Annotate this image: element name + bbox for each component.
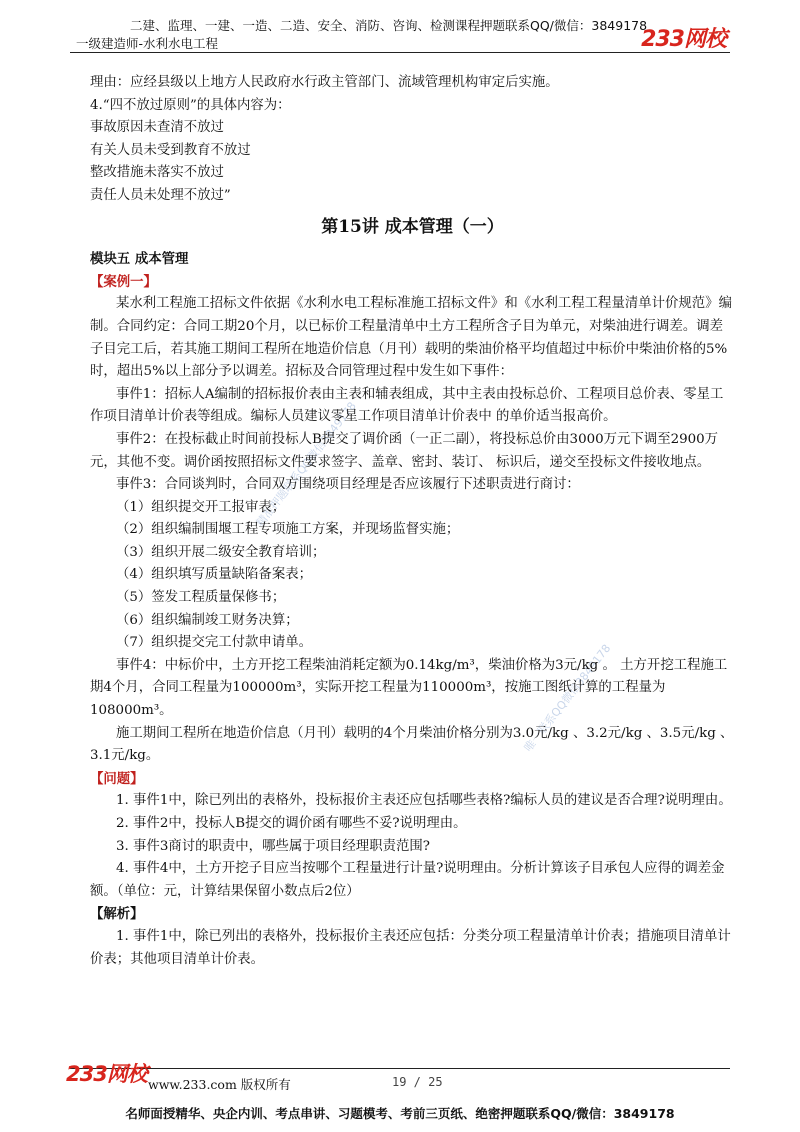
event-3-item: （2）组织编制围堰工程专项施工方案，并现场监督实施； bbox=[116, 522, 460, 538]
watermark-a: 精准押题联系QQ微信3849178 bbox=[253, 399, 359, 530]
case-tag: 【案例一】 bbox=[90, 273, 157, 290]
header-subject: 一级建造师-水利水电工程 bbox=[76, 36, 219, 51]
header-divider bbox=[70, 52, 730, 53]
footer-contact-line: 名师面授精华、央企内训、考点串讲、习题模考、考前三页纸、绝密押题联系QQ/微信：3849178 bbox=[125, 1106, 675, 1121]
lecture-title: 第15讲 成本管理（一） bbox=[321, 216, 504, 237]
event-4: 事件4：中标价中，土方开挖工程柴油消耗定额为0.14kg/m³，柴油价格为3元/kg 。 土方开挖工程施工期4个月，合同工程量为100000m³，实际开挖工程量为110000m³，按施工图纸计算的工程量为108000m³。 bbox=[90, 657, 728, 719]
event-3-item: （3）组织开展二级安全教育培训； bbox=[116, 544, 326, 560]
logo-233-footer: 233网校 bbox=[66, 1062, 147, 1086]
watermark-b: 唯一联系QQ微信3849178 bbox=[521, 641, 614, 755]
event-3-item: （1）组织提交开工报审表； bbox=[116, 499, 286, 515]
question-item: 2. 事件2中，投标人B提交的调价函有哪些不妥?说明理由。 bbox=[116, 816, 467, 831]
event-3-intro: 事件3：合同谈判时，合同双方围绕项目经理是否应该履行下述职责进行商讨： bbox=[116, 477, 580, 493]
q4-intro: 4.“四不放过原则”的具体内容为： bbox=[90, 97, 291, 113]
document-body bbox=[90, 72, 735, 971]
header-contact-line: 二建、监理、一建、一造、二造、安全、消防、咨询、检测课程押题联系QQ/微信：3849178 bbox=[130, 18, 648, 33]
footer-site: www.233.com 版权所有 bbox=[148, 1077, 291, 1092]
event-3-item: （7）组织提交完工付款申请单。 bbox=[116, 635, 312, 651]
footer-divider bbox=[70, 1068, 730, 1069]
questions-tag: 【问题】 bbox=[90, 770, 144, 787]
page-header bbox=[0, 0, 800, 52]
question-item: 1. 事件1中，除已列出的表格外，投标报价主表还应包括哪些表格?编标人员的建议是否合理?说明理由。 bbox=[116, 793, 732, 809]
event-2: 事件2：在投标截止时间前投标人B提交了调价函（一正二副），将投标总价由3000万元下调至2900万元，其他不变。调价函按照招标文件要求签字、盖章、密封、装订、 标识后，递交至投标文件接收地点。 bbox=[90, 431, 719, 470]
analysis-1: 1. 事件1中，除已列出的表格外，投标报价主表还应包括：分类分项工程量清单计价表；措施项目清单计价表；其他项目清单计价表。 bbox=[90, 928, 731, 967]
q4-item: 整改措施未落实不放过 bbox=[90, 165, 224, 181]
event-4-prices: 施工期间工程所在地造价信息（月刊）载明的4个月柴油价格分别为3.0元/kg 、3.2元/kg 、3.5元/kg 、3.1元/kg。 bbox=[90, 725, 734, 764]
event-3-item: （6）组织编制竣工财务决算； bbox=[116, 612, 299, 628]
q4-item: 责任人员未处理不放过” bbox=[90, 187, 231, 203]
question-item: 4. 事件4中，土方开挖子目应当按哪个工程量进行计量?说明理由。分析计算该子目承包人应得的调差金额。（单位：元，计算结果保留小数点后2位） bbox=[90, 861, 725, 899]
module-title: 模块五 成本管理 bbox=[90, 251, 189, 268]
prev-reason: 理由：应经县级以上地方人民政府水行政主管部门、流域管理机构审定后实施。 bbox=[90, 75, 559, 90]
logo-233-header: 233网校 bbox=[641, 27, 726, 52]
page-number: 19 / 25 bbox=[392, 1075, 443, 1089]
event-3-item: （4）组织填写质量缺陷备案表； bbox=[116, 567, 312, 583]
q4-item: 有关人员未受到教育不放过 bbox=[90, 142, 251, 158]
analysis-tag: 【解析】 bbox=[90, 906, 144, 923]
event-3-item: （5）签发工程质量保修书； bbox=[116, 590, 286, 606]
event-1: 事件1：招标人A编制的招标报价表由主表和辅表组成，其中主表由投标总价、工程项目总价表、零星工作项目清单计价表等组成。编标人员建议零星工作项目清单计价表中 的单价适当报高价。 bbox=[90, 386, 724, 425]
question-item: 3. 事件3商讨的职责中，哪些属于项目经理职责范围? bbox=[116, 838, 430, 854]
case-intro: 某水利工程施工招标文件依据《水利水电工程标准施工招标文件》和《水利工程工程量清单计价规范》编制。合同约定：合同工期20个月，以已标价工程量清单中土方工程所含子目为单元，对柴油进行调差。调差子目完工后，若其施工期间工程所在地造价信息（月刊）载明的柴油价格平均值超过中标价中柴油价格的5%时，超出5%以上部分予以调差。招标及合同管理过程中发生如下事件： bbox=[90, 296, 732, 380]
q4-item: 事故原因未查清不放过 bbox=[90, 120, 224, 136]
